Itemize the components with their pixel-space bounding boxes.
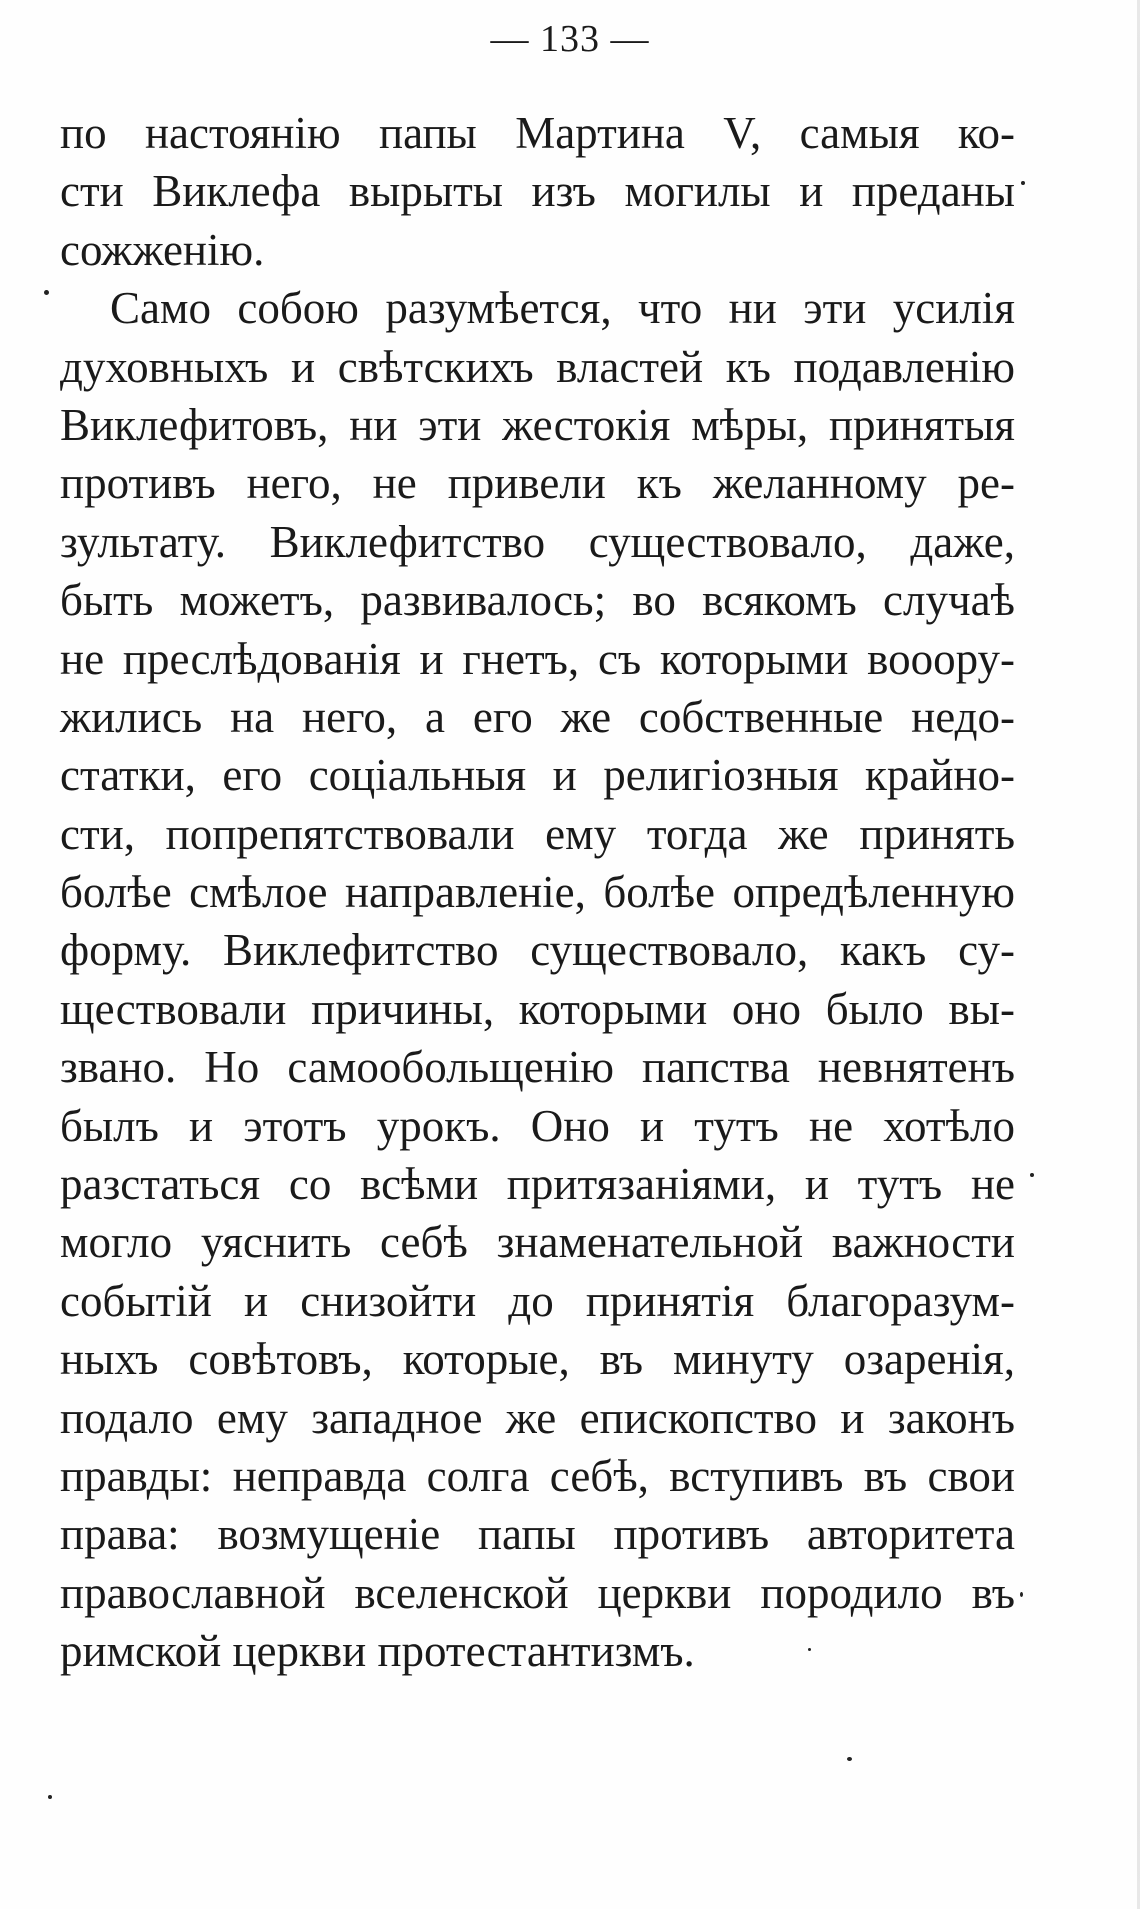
- text-line: ныхъ совѣтовъ, которые, въ минуту озаренія,: [60, 1334, 1015, 1385]
- text-line: не преслѣдованія и гнетъ, съ которыми вооору-: [60, 633, 1015, 684]
- text-line: Само собою разумѣется, что ни эти усилія: [110, 283, 1015, 334]
- text-line: сти Виклефа вырыты изъ могилы и преданы: [60, 166, 1015, 217]
- text-line: правды: неправда солга себѣ, вступивъ въ свои: [60, 1450, 1015, 1501]
- text-line: форму. Виклефитство существовало, какъ су-: [60, 925, 1015, 976]
- text-line: по настоянію папы Мартина V, самыя ко-: [60, 108, 1015, 158]
- text-line: духовныхъ и свѣтскихъ властей къ подавленію: [60, 341, 1015, 392]
- text-line: событій и снизойти до принятія благоразум-: [60, 1275, 1015, 1326]
- text-line: зультату. Виклефитство существовало, даже,: [60, 516, 1015, 567]
- text-line: сожженію.: [60, 224, 265, 275]
- print-speck: [48, 1795, 52, 1799]
- print-speck: [44, 290, 49, 295]
- page-number: — 133 —: [490, 18, 650, 60]
- print-speck: [847, 1757, 852, 1761]
- text-line: ществовали причины, которыми оно было вы-: [60, 983, 1015, 1034]
- print-speck: [1021, 181, 1025, 185]
- text-line: жились на него, а его же собственные недо-: [60, 691, 1015, 742]
- print-speck: [1020, 1592, 1023, 1597]
- text-line: быть можетъ, развивалось; во всякомъ случаѣ: [60, 575, 1015, 626]
- text-line: права: возмущеніе папы противъ авторитета: [60, 1509, 1015, 1560]
- text-line: римской церкви протестантизмъ.: [60, 1626, 695, 1677]
- print-speck: [808, 1648, 811, 1651]
- text-line: разстаться со всѣми притязаніями, и тутъ не: [60, 1159, 1015, 1210]
- text-line: противъ него, не привели къ желанному ре-: [60, 458, 1015, 509]
- text-line: Виклефитовъ, ни эти жестокія мѣры, принятыя: [60, 399, 1015, 450]
- text-line: православной вселенской церкви породило въ: [60, 1567, 1015, 1618]
- text-line: подало ему западное же епископство и законъ: [60, 1392, 1015, 1443]
- text-line: звано. Но самообольщенію папства невнятенъ: [60, 1042, 1015, 1093]
- text-line: болѣе смѣлое направленіе, болѣе опредѣленную: [60, 867, 1015, 918]
- text-line: былъ и этотъ урокъ. Оно и тутъ не хотѣло: [60, 1100, 1015, 1151]
- print-speck: [1030, 1173, 1034, 1177]
- body-text: [60, 104, 1015, 1681]
- text-line: статки, его соціальныя и религіозныя крайно-: [60, 750, 1015, 801]
- text-line: сти, попрепятствовали ему тогда же принять: [60, 808, 1015, 859]
- text-line: могло уяснить себѣ знаменательной важности: [60, 1217, 1015, 1268]
